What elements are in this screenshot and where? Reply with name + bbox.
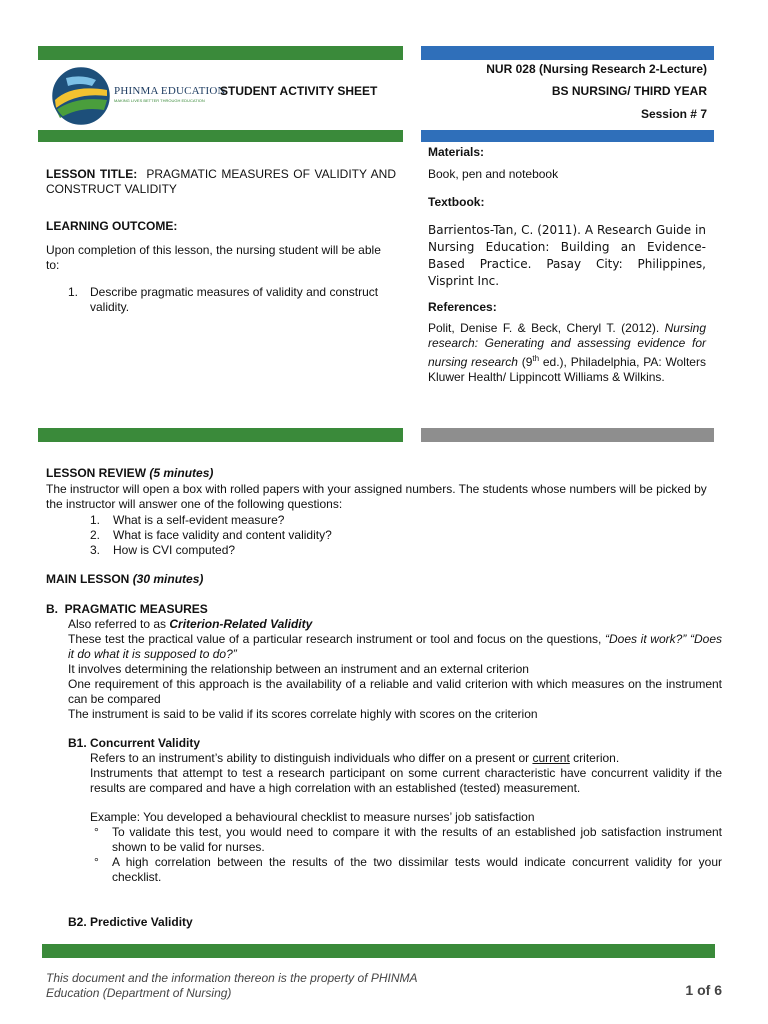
question-supposed-to-do: “Does it do what it is supposed to do?” <box>68 632 722 661</box>
lesson-review-label: LESSON REVIEW <box>46 466 147 480</box>
logo-tagline: MAKING LIVES BETTER THROUGH EDUCATION <box>114 98 205 103</box>
lesson-review-heading <box>46 466 213 481</box>
example-bullet-text: To validate this test, you would need to compare it with the results of an established job satisfaction instrument shown to be valid for nurses. <box>112 825 722 854</box>
review-question-number: 1. <box>90 513 101 527</box>
header-green-bar-top <box>38 46 403 60</box>
materials-text: Book, pen and notebook <box>428 167 559 181</box>
pragmatic-para-4: The instrument is said to be valid if its scores correlate highly with scores on the criterion <box>68 707 538 721</box>
example-line: Example: You developed a behavioural checklist to measure nurses’ job satisfaction <box>90 810 535 824</box>
section-b-body <box>68 617 722 722</box>
section-gray-bar <box>421 428 714 442</box>
lesson-title <box>46 167 396 197</box>
b1-para-1-post: criterion. <box>569 751 620 765</box>
ref-book-title: Nursing research: Generating and assessing evidence for nursing research <box>428 321 706 369</box>
degree-bullet-icon: ° <box>94 825 99 839</box>
review-question-number: 3. <box>90 543 101 557</box>
review-question-list <box>90 513 690 558</box>
logo-brand: PHINMA EDUCATION <box>114 85 226 97</box>
lesson-title-text: PRAGMATIC MEASURES OF VALIDITY AND CONSTRUCT VALIDITY <box>46 167 397 196</box>
ref-authors: Polit, Denise F. & Beck, Cheryl T. (2012). <box>428 321 665 335</box>
phinma-logo <box>52 66 226 128</box>
doc-type-title: STUDENT ACTIVITY SHEET <box>220 84 378 98</box>
header-blue-bar-top <box>421 46 714 60</box>
review-question-number: 2. <box>90 528 101 542</box>
ref-publisher: ed.), Philadelphia, PA: Wolters Kluwer Health/ Lippincott Williams & Wilkins. <box>428 355 706 384</box>
course-code: NUR 028 (Nursing Research 2-Lecture) <box>486 62 707 76</box>
textbook-heading: Textbook: <box>428 195 485 209</box>
footer-note: This document and the information thereon is the property of PHINMA Education (Department of Nursing) <box>46 971 418 1000</box>
learning-outcome-intro: Upon completion of this lesson, the nursing student will be able to: <box>46 243 381 272</box>
pragmatic-para-1 <box>68 632 722 662</box>
session-number: Session # 7 <box>640 107 707 121</box>
b1-body <box>90 751 722 796</box>
b2-heading: B2. Predictive Validity <box>68 915 193 929</box>
pragmatic-para-1-text: These test the practical value of a particular research instrument or tool and focus on the questions, <box>68 632 605 646</box>
section-b-heading: B. PRAGMATIC MEASURES <box>46 602 208 616</box>
lesson-review-time: (5 minutes) <box>149 466 214 480</box>
example-bullet-item <box>94 855 722 885</box>
main-lesson-time: (30 minutes) <box>132 572 204 586</box>
also-referred-line <box>68 617 722 632</box>
learning-outcome-item <box>68 285 398 315</box>
references-heading: References: <box>428 300 497 314</box>
footer-green-bar <box>42 944 715 958</box>
learning-outcome-text: Describe pragmatic measures of validity and construct validity. <box>90 285 379 314</box>
b1-para-2: Instruments that attempt to test a research participant on some current characteristic have concurrent validity if the results are compared and have a high correlation with an established (tested) measurement. <box>90 766 722 795</box>
pragmatic-para-2: It involves determining the relationship between an instrument and an external criterion <box>68 662 529 676</box>
header-green-bar-bottom <box>38 130 403 142</box>
lesson-title-label: LESSON TITLE: <box>46 167 138 181</box>
review-question-text: How is CVI computed? <box>113 543 236 557</box>
references-text <box>428 321 706 385</box>
example-bullet-item <box>94 825 722 855</box>
section-green-bar <box>38 428 403 442</box>
phinma-logo-icon <box>52 66 110 126</box>
main-lesson-label: MAIN LESSON <box>46 572 130 586</box>
review-question <box>90 513 690 528</box>
program-year: BS NURSING/ THIRD YEAR <box>551 84 707 98</box>
textbook-text: Barrientos-Tan, C. (2011). A Research Guide in Nursing Education: Building an Evidence-Based Practice. Pasay City: Philippines, Visprint Inc. <box>428 223 706 288</box>
b1-para-1-current: current <box>532 751 570 765</box>
ref-edition-open: (9 <box>517 355 533 369</box>
review-question-text: What is a self-evident measure? <box>113 513 285 527</box>
learning-outcome-number: 1. <box>68 285 79 299</box>
learning-outcome-heading: LEARNING OUTCOME: <box>46 219 178 233</box>
criterion-related-term: Criterion-Related Validity <box>169 617 313 631</box>
lesson-review-text: The instructor will open a box with rolled papers with your assigned numbers. The students whose numbers will be picked by the instructor will answer one of the following questions: <box>46 482 707 511</box>
header-blue-bar-bottom <box>421 130 714 142</box>
b1-heading: B1. Concurrent Validity <box>68 736 201 750</box>
pragmatic-para-3: One requirement of this approach is the availability of a reliable and valid criterion with which measures on the instrument can be compared <box>68 677 722 706</box>
ref-edition-sup: th <box>532 354 540 363</box>
review-question <box>90 543 690 558</box>
review-question-text: What is face validity and content validity? <box>113 528 332 542</box>
degree-bullet-icon: ° <box>94 855 99 869</box>
review-question <box>90 528 690 543</box>
example-bullets <box>94 825 722 885</box>
example-bullet-text: A high correlation between the results of the two dissimilar tests would indicate concurrent validity for your checklist. <box>112 855 722 884</box>
also-referred-prefix: Also referred to as <box>68 617 170 631</box>
b1-para-1-pre: Refers to an instrument’s ability to distinguish individuals who differ on a present or <box>90 751 533 765</box>
page-number: 1 of 6 <box>685 982 722 998</box>
question-does-it-work: “Does it work?” <box>605 632 687 646</box>
materials-heading: Materials: <box>428 145 485 159</box>
main-lesson-heading <box>46 572 203 587</box>
b1-para-1 <box>90 751 722 766</box>
